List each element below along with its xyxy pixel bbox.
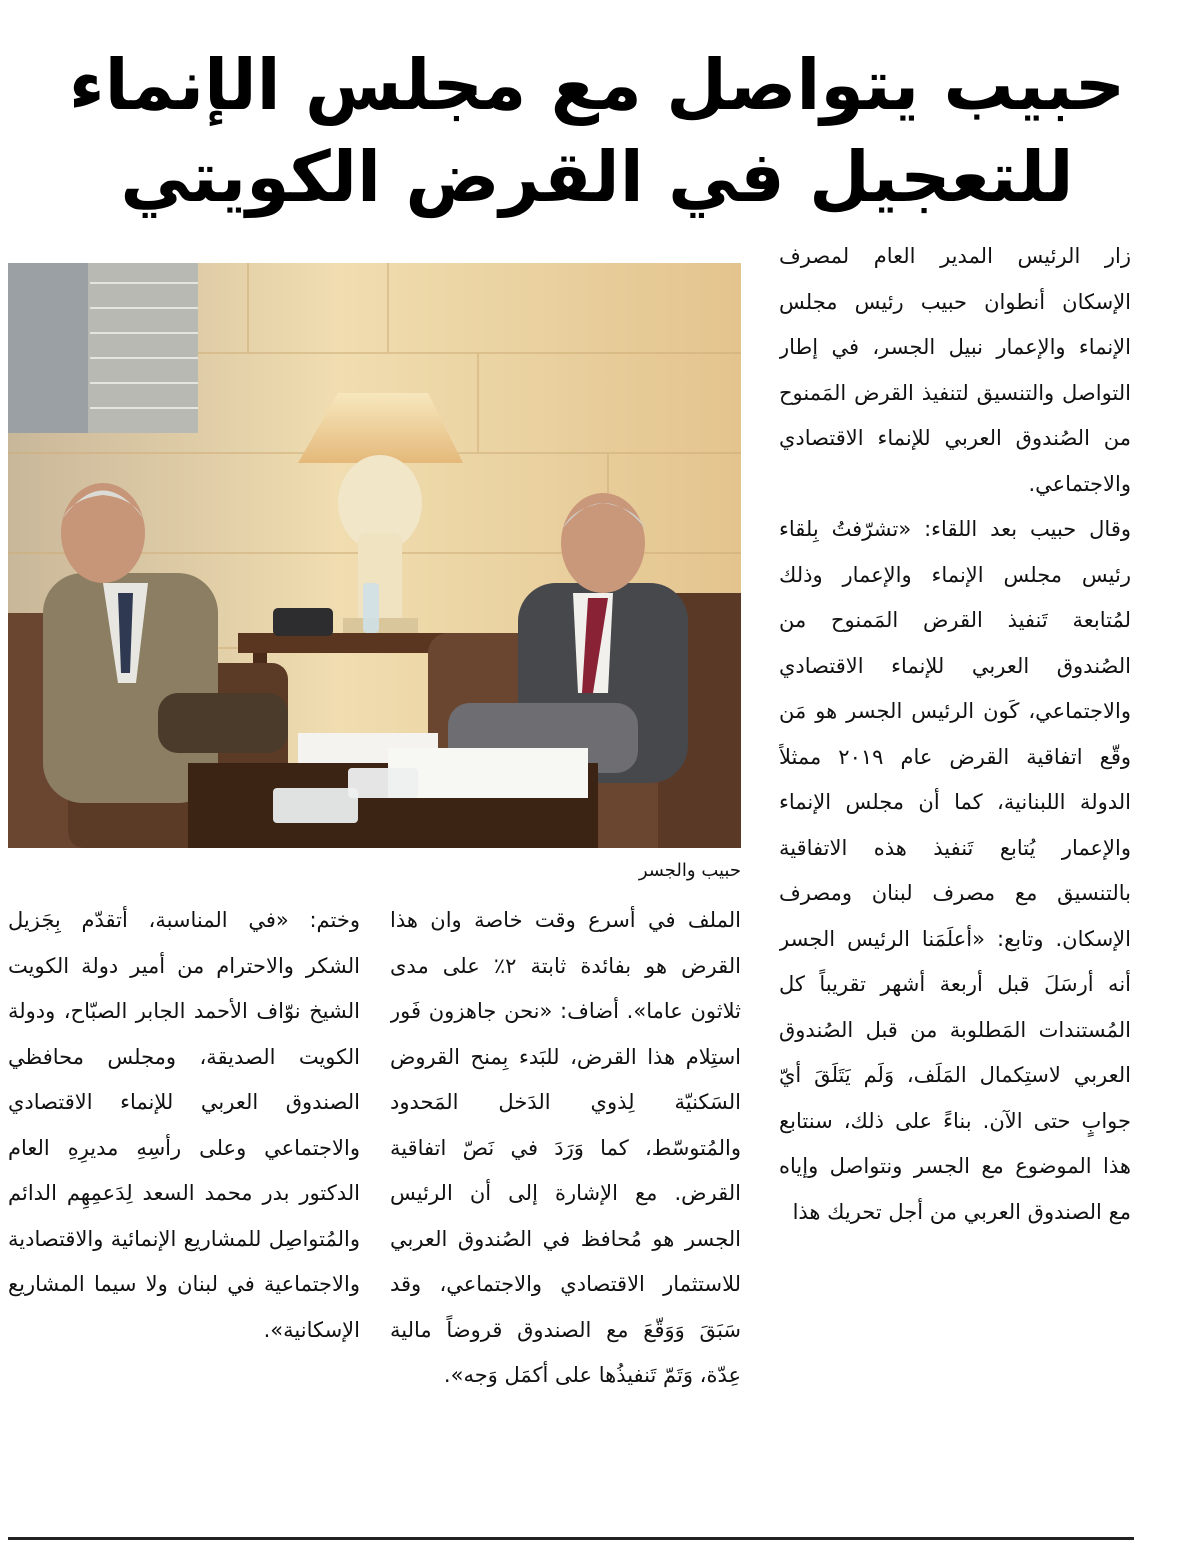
paragraph-closing: وختم: «في المناسبة، أتقدّم بِجَزيل الشكر والاحترام من أمير دولة الكويت الشيخ نوّاف الأحمد الجابر الصبّاح، ودولة الكويت الصديقة، ومجلس محافظي الصندوق العربي للإنماء الاقتصادي والاجتماعي وعلى رأسِهِ مديرِهِ العام الدكتور بدر محمد السعد لِدَعمِهِم الدائم والمُتواصِل للمشاريع الإنمائية والاقتصادية والاجتماعية في لبنان ولا سيما المشاريع الإسكانية». [8, 908, 360, 1342]
paragraph-intro: زار الرئيس المدير العام لمصرف الإسكان أنطوان حبيب رئيس مجلس الإنماء والإعمار نبيل الجسر، في إطار التواصل والتنسيق لتنفيذ القرض المَمنوح من الصُندوق العربي للإنماء الاقتصادي والاجتماعي. [779, 244, 1131, 496]
article-column-right [779, 234, 1131, 1529]
paragraph-quote: وقال حبيب بعد اللقاء: «تشرّفتُ بِلقاء رئيس مجلس الإنماء والإعمار وذلك لمُتابعة تَنفيذ القرض المَمنوح من الصُندوق العربي للإنماء الاقتصادي والاجتماعي، كَون الرئيس الجسر هو مَن وقّع اتفاقية القرض عام ٢٠١٩ ممثلاً الدولة اللبنانية، كما أن مجلس الإنماء والإعمار يُتابع تَنفيذ هذه الاتفاقية بالتنسيق مع مصرف لبنان ومصرف الإسكان. وتابع: «أعلَمَنا الرئيس الجسر أنه أرسَلَ قبل أربعة أشهر تقريباً كل المُستندات المَطلوبة من قبل الصُندوق العربي لاستِكمال المَلَف، وَلَم يَتَلَقَ أيّ جوابٍ حتى الآن. بناءً على ذلك، سنتابع هذا الموضوع مع الجسر ونتواصل وإياه مع الصندوق العربي من أجل تحريك هذا [779, 517, 1131, 1224]
paragraph-continuation: الملف في أسرع وقت خاصة وان هذا القرض هو بفائدة ثابتة ٢٪ على مدى ثلاثون عاما». أضاف: «نحن جاهزون فَور استِلام هذا القرض، للبَدء بِمنح القروض السَكنيّة لِذوي الدَخل المَحدود والمُتوسّط، كما وَرَدَ في نَصّ اتفاقية القرض. مع الإشارة إلى أن الرئيس الجسر هو مُحافظ في الصُندوق العربي للاستثمار الاقتصادي والاجتماعي، وقد سَبَقَ وَوَقّعَ مع الصندوق قروضاً مالية عِدّة، وَتَمّ تَنفيذُها على أكمَل وَجه». [390, 908, 741, 1387]
photo-caption: حبيب والجسر [638, 860, 741, 881]
headline-line-2: للتعجيل في القرض الكويتي [120, 136, 1074, 218]
bottom-rule [8, 1537, 1134, 1540]
meeting-photo [8, 263, 741, 848]
headline-line-1: حبيب يتواصل مع مجلس الإنماء [68, 44, 1126, 126]
article-column-left [8, 898, 360, 1528]
article-column-middle [390, 898, 741, 1528]
